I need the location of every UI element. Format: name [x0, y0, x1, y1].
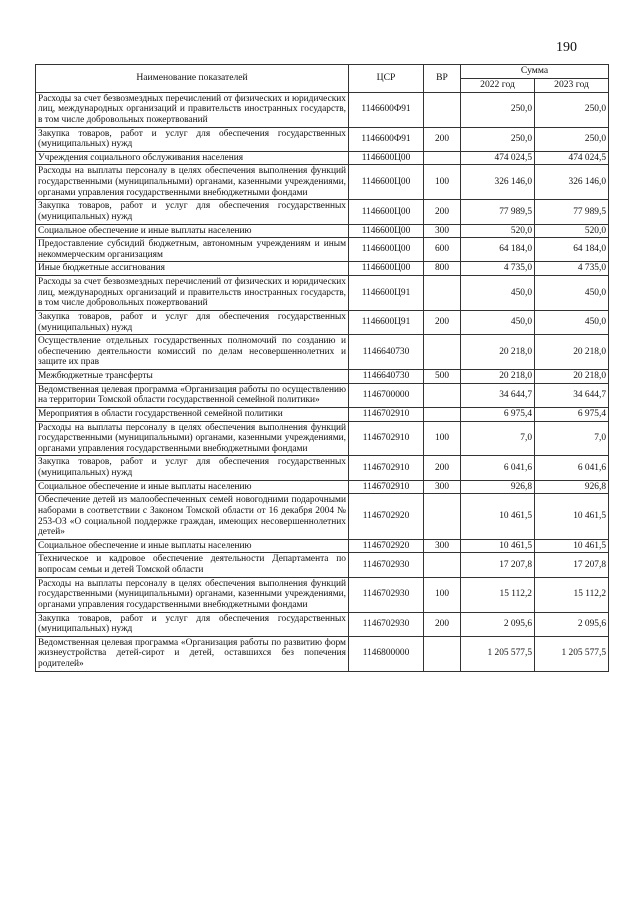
- cell-sum-2022: 450,0: [461, 310, 535, 334]
- cell-sum-2023: 20 218,0: [535, 335, 609, 370]
- cell-sum-2022: 6 975,4: [461, 407, 535, 421]
- cell-vr: 100: [424, 421, 461, 456]
- table-row: [36, 383, 609, 407]
- cell-csr: 1146800000: [349, 636, 424, 671]
- cell-sum-2023: 7,0: [535, 421, 609, 456]
- cell-sum-2022: 2 095,6: [461, 612, 535, 636]
- cell-sum-2022: 1 205 577,5: [461, 636, 535, 671]
- cell-sum-2022: 450,0: [461, 276, 535, 311]
- table-row: [36, 224, 609, 238]
- cell-vr: 100: [424, 577, 461, 612]
- cell-sum-2022: 10 461,5: [461, 494, 535, 540]
- cell-sum-2022: 474 024,5: [461, 151, 535, 165]
- cell-csr: 1146600Ц91: [349, 310, 424, 334]
- table-body: [36, 92, 609, 671]
- cell-csr: 1146600Ц00: [349, 200, 424, 224]
- cell-sum-2022: 64 184,0: [461, 238, 535, 262]
- cell-csr: 1146702920: [349, 539, 424, 553]
- table-row: [36, 539, 609, 553]
- cell-name: Мероприятия в области государственной семейной политики: [36, 407, 349, 421]
- table-row: [36, 480, 609, 494]
- cell-vr: [424, 636, 461, 671]
- cell-csr: 1146702910: [349, 407, 424, 421]
- cell-sum-2023: 6 041,6: [535, 456, 609, 480]
- cell-name: Обеспечение детей из малообеспеченных семей новогодними подарочными наборами в соответствии с Законом Томской области от 16 декабря 2004 № 253-ОЗ «О социальной поддержке граждан, имеющих несовершеннолетних детей»: [36, 494, 349, 540]
- cell-name: Закупка товаров, работ и услуг для обеспечения государственных (муниципальных) нужд: [36, 612, 349, 636]
- table-row: [36, 200, 609, 224]
- header-year-2023: 2023 год: [535, 78, 609, 92]
- cell-vr: [424, 494, 461, 540]
- cell-sum-2023: 450,0: [535, 276, 609, 311]
- cell-csr: 1146600Ц00: [349, 262, 424, 276]
- cell-sum-2022: 326 146,0: [461, 165, 535, 200]
- cell-sum-2022: 250,0: [461, 127, 535, 151]
- cell-csr: 1146702930: [349, 612, 424, 636]
- cell-vr: 200: [424, 127, 461, 151]
- cell-csr: 1146702910: [349, 421, 424, 456]
- cell-sum-2022: 20 218,0: [461, 370, 535, 384]
- cell-csr: 1146702920: [349, 494, 424, 540]
- cell-vr: [424, 151, 461, 165]
- header-vr: ВР: [424, 65, 461, 93]
- cell-csr: 1146600Ц00: [349, 165, 424, 200]
- cell-sum-2022: 17 207,8: [461, 553, 535, 577]
- header-name: Наименование показателей: [36, 65, 349, 93]
- cell-name: Закупка товаров, работ и услуг для обеспечения государственных (муниципальных) нужд: [36, 200, 349, 224]
- cell-name: Социальное обеспечение и иные выплаты населению: [36, 224, 349, 238]
- cell-vr: 300: [424, 480, 461, 494]
- cell-vr: 800: [424, 262, 461, 276]
- cell-vr: 200: [424, 200, 461, 224]
- cell-vr: 200: [424, 456, 461, 480]
- cell-csr: 1146600Ц00: [349, 224, 424, 238]
- cell-sum-2023: 10 461,5: [535, 494, 609, 540]
- cell-name: Межбюджетные трансферты: [36, 370, 349, 384]
- cell-sum-2022: 34 644,7: [461, 383, 535, 407]
- cell-name: Социальное обеспечение и иные выплаты населению: [36, 539, 349, 553]
- table-row: [36, 636, 609, 671]
- cell-sum-2023: 926,8: [535, 480, 609, 494]
- cell-csr: 1146702930: [349, 577, 424, 612]
- cell-name: Техническое и кадровое обеспечение деятельности Департамента по вопросам семьи и детей Томской области: [36, 553, 349, 577]
- cell-name: Закупка товаров, работ и услуг для обеспечения государственных (муниципальных) нужд: [36, 456, 349, 480]
- table-row: [36, 92, 609, 127]
- header-csr: ЦСР: [349, 65, 424, 93]
- cell-sum-2023: 17 207,8: [535, 553, 609, 577]
- cell-csr: 1146600Ц91: [349, 276, 424, 311]
- cell-csr: 1146600Ф91: [349, 92, 424, 127]
- cell-csr: 1146702930: [349, 553, 424, 577]
- cell-sum-2022: 250,0: [461, 92, 535, 127]
- cell-sum-2023: 474 024,5: [535, 151, 609, 165]
- cell-name: Расходы на выплаты персоналу в целях обеспечения выполнения функций государственными (муниципальными) органами, казенными учреждениями, органами управления государственными внебюджетными фондами: [36, 577, 349, 612]
- cell-name: Ведомственная целевая программа «Организация работы по развитию форм жизнеустройства детей-сирот и детей, оставшихся без попечения родителей»: [36, 636, 349, 671]
- cell-sum-2023: 326 146,0: [535, 165, 609, 200]
- table-row: [36, 494, 609, 540]
- cell-sum-2022: 6 041,6: [461, 456, 535, 480]
- cell-sum-2022: 4 735,0: [461, 262, 535, 276]
- table-row: [36, 612, 609, 636]
- table-row: [36, 335, 609, 370]
- cell-name: Ведомственная целевая программа «Организация работы по осуществлению на территории Томской области государственной семейной политики»: [36, 383, 349, 407]
- cell-sum-2023: 250,0: [535, 92, 609, 127]
- cell-name: Осуществление отдельных государственных полномочий по созданию и обеспечению деятельности комиссий по делам несовершеннолетних и защите их прав: [36, 335, 349, 370]
- table-row: [36, 577, 609, 612]
- cell-sum-2023: 20 218,0: [535, 370, 609, 384]
- cell-vr: [424, 407, 461, 421]
- cell-sum-2023: 34 644,7: [535, 383, 609, 407]
- cell-vr: 500: [424, 370, 461, 384]
- cell-sum-2023: 2 095,6: [535, 612, 609, 636]
- cell-vr: [424, 553, 461, 577]
- cell-sum-2022: 15 112,2: [461, 577, 535, 612]
- cell-vr: 200: [424, 310, 461, 334]
- cell-name: Закупка товаров, работ и услуг для обеспечения государственных (муниципальных) нужд: [36, 127, 349, 151]
- cell-vr: [424, 383, 461, 407]
- cell-sum-2023: 520,0: [535, 224, 609, 238]
- cell-vr: 200: [424, 612, 461, 636]
- cell-name: Расходы за счет безвозмездных перечислений от физических и юридических лиц, международных организаций и правительств иностранных государств, в том числе добровольных пожертвований: [36, 92, 349, 127]
- cell-sum-2022: 77 989,5: [461, 200, 535, 224]
- cell-sum-2023: 10 461,5: [535, 539, 609, 553]
- table-row: [36, 421, 609, 456]
- budget-table: [35, 64, 609, 672]
- cell-csr: 1146702910: [349, 480, 424, 494]
- cell-sum-2023: 77 989,5: [535, 200, 609, 224]
- cell-csr: 1146640730: [349, 335, 424, 370]
- cell-csr: 1146700000: [349, 383, 424, 407]
- table-row: [36, 407, 609, 421]
- cell-vr: 300: [424, 539, 461, 553]
- table-row: [36, 151, 609, 165]
- table-row: [36, 370, 609, 384]
- cell-sum-2022: 926,8: [461, 480, 535, 494]
- cell-sum-2022: 10 461,5: [461, 539, 535, 553]
- cell-name: Учреждения социального обслуживания населения: [36, 151, 349, 165]
- cell-name: Иные бюджетные ассигнования: [36, 262, 349, 276]
- cell-vr: [424, 92, 461, 127]
- cell-csr: 1146640730: [349, 370, 424, 384]
- cell-vr: 600: [424, 238, 461, 262]
- table-row: [36, 553, 609, 577]
- cell-vr: 100: [424, 165, 461, 200]
- table-row: [36, 127, 609, 151]
- cell-csr: 1146600Ц00: [349, 238, 424, 262]
- cell-name: Предоставление субсидий бюджетным, автономным учреждениям и иным некоммерческим организациям: [36, 238, 349, 262]
- header-sum: Сумма: [461, 65, 609, 79]
- cell-sum-2023: 450,0: [535, 310, 609, 334]
- table-header: [36, 65, 609, 93]
- cell-sum-2023: 4 735,0: [535, 262, 609, 276]
- cell-name: Закупка товаров, работ и услуг для обеспечения государственных (муниципальных) нужд: [36, 310, 349, 334]
- cell-vr: [424, 335, 461, 370]
- cell-sum-2023: 250,0: [535, 127, 609, 151]
- table-row: [36, 310, 609, 334]
- table-row: [36, 262, 609, 276]
- cell-sum-2023: 64 184,0: [535, 238, 609, 262]
- cell-csr: 1146600Ц00: [349, 151, 424, 165]
- cell-name: Социальное обеспечение и иные выплаты населению: [36, 480, 349, 494]
- cell-sum-2023: 1 205 577,5: [535, 636, 609, 671]
- cell-csr: 1146702910: [349, 456, 424, 480]
- page-number: 190: [556, 40, 577, 55]
- cell-sum-2022: 20 218,0: [461, 335, 535, 370]
- cell-sum-2023: 6 975,4: [535, 407, 609, 421]
- cell-sum-2022: 7,0: [461, 421, 535, 456]
- cell-sum-2022: 520,0: [461, 224, 535, 238]
- cell-vr: 300: [424, 224, 461, 238]
- cell-name: Расходы на выплаты персоналу в целях обеспечения выполнения функций государственными (муниципальными) органами, казенными учреждениями, органами управления государственными внебюджетными фондами: [36, 165, 349, 200]
- cell-name: Расходы на выплаты персоналу в целях обеспечения выполнения функций государственными (муниципальными) органами, казенными учреждениями, органами управления государственными внебюджетными фондами: [36, 421, 349, 456]
- table-row: [36, 456, 609, 480]
- cell-csr: 1146600Ф91: [349, 127, 424, 151]
- cell-vr: [424, 276, 461, 311]
- cell-name: Расходы за счет безвозмездных перечислений от физических и юридических лиц, международных организаций и правительств иностранных государств, в том числе добровольных пожертвований: [36, 276, 349, 311]
- table-row: [36, 165, 609, 200]
- table-row: [36, 276, 609, 311]
- table-row: [36, 238, 609, 262]
- header-year-2022: 2022 год: [461, 78, 535, 92]
- cell-sum-2023: 15 112,2: [535, 577, 609, 612]
